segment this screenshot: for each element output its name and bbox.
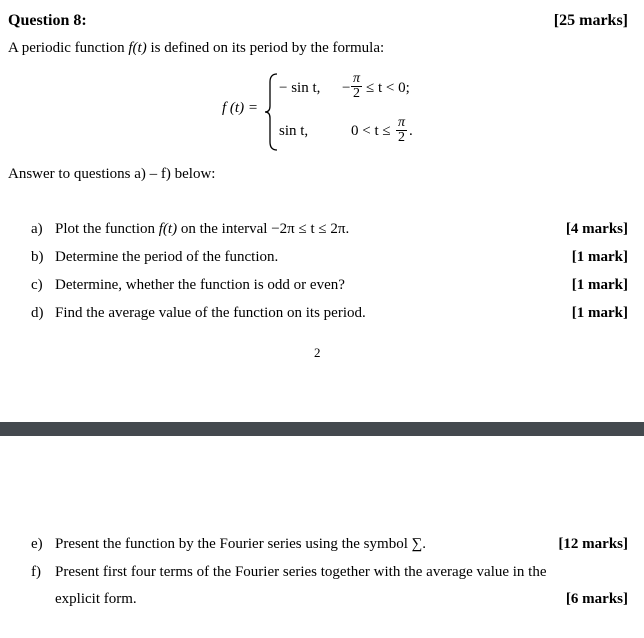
case1-condition-prefix: − — [342, 80, 351, 96]
item-e-marks: [12 marks] — [558, 536, 628, 552]
question-intro: A periodic function f(t) is defined on its period by the formula: — [8, 40, 385, 56]
item-a-text: Plot the function f(t) on the interval −2π ≤ t ≤ 2π. — [55, 221, 350, 237]
item-c-marks: [1 mark] — [571, 277, 628, 293]
item-d-letter: d) — [31, 305, 44, 321]
item-a-letter: a) — [31, 221, 43, 237]
item-c-text: Determine, whether the function is odd or even? — [55, 277, 345, 293]
page-number: 2 — [314, 345, 321, 360]
item-c-letter: c) — [31, 277, 43, 293]
item-a-marks: [4 marks] — [565, 221, 628, 237]
item-e-letter: e) — [31, 536, 43, 552]
case2-condition-suffix: . — [409, 123, 413, 139]
item-b-text: Determine the period of the function. — [55, 249, 279, 265]
case1-expression: − sin t, — [279, 80, 321, 96]
item-e-text: Present the function by the Fourier series using the symbol ∑. — [55, 536, 427, 552]
item-b-letter: b) — [31, 249, 44, 265]
item-d-marks: [1 mark] — [571, 305, 628, 321]
question-marks: [25 marks] — [553, 12, 628, 29]
case2-condition-prefix: 0 < t ≤ — [351, 123, 391, 139]
question-title: Question 8: — [8, 12, 87, 29]
item-b-marks: [1 mark] — [571, 249, 628, 265]
answer-prompt: Answer to questions a) – f) below: — [8, 166, 216, 182]
item-f-marks: [6 marks] — [565, 591, 628, 607]
item-f-letter: f) — [31, 564, 41, 580]
item-f-text-line2: explicit form. — [55, 591, 137, 607]
item-f-text: Present first four terms of the Fourier series together with the average value in the — [55, 564, 547, 580]
item-d-text: Find the average value of the function on its period. — [55, 305, 366, 321]
page-divider — [0, 422, 644, 436]
case1-condition-suffix: ≤ t < 0; — [366, 80, 410, 96]
case2-expression: sin t, — [279, 123, 309, 139]
case2-fraction: π 2 — [397, 115, 405, 145]
case1-fraction: π 2 — [352, 71, 360, 101]
formula-lhs: f (t) = — [222, 100, 258, 116]
brace-icon — [264, 72, 280, 152]
